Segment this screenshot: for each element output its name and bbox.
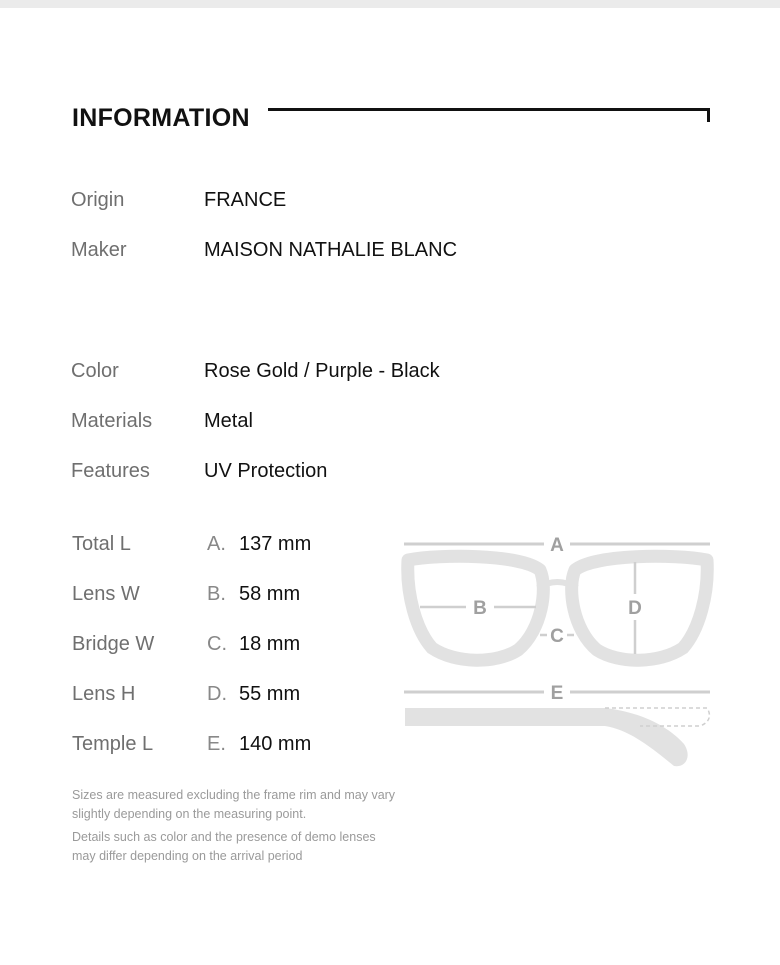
- temple-arm: [405, 708, 688, 766]
- info-value: FRANCE: [204, 189, 287, 211]
- color-disclaimer-note: Details such as color and the presence of demo lenses may differ depending on the arrival period: [72, 830, 376, 863]
- measure-letter: D.: [207, 683, 227, 705]
- diagram-label-d: D: [628, 598, 642, 619]
- section-title-rule: [268, 108, 710, 111]
- diagram-label-a: A: [550, 535, 564, 556]
- info-label: Maker: [71, 239, 127, 261]
- measure-letter: E.: [207, 733, 226, 755]
- measure-letter: C.: [207, 633, 227, 655]
- info-value: UV Protection: [204, 460, 328, 482]
- measure-value: 58 mm: [239, 583, 301, 605]
- diagram-label-b: B: [473, 598, 487, 619]
- measure-value: 18 mm: [239, 633, 301, 655]
- info-label: Materials: [71, 410, 153, 432]
- measure-value: 140 mm: [239, 733, 312, 755]
- measure-label: Lens H: [72, 683, 136, 705]
- measure-letter: B.: [207, 583, 226, 605]
- measure-letter: A.: [207, 533, 226, 555]
- info-value: Rose Gold / Purple - Black: [204, 360, 440, 382]
- eyeglasses-size-diagram: [400, 530, 715, 775]
- measure-label: Bridge W: [72, 633, 155, 655]
- info-label: Origin: [71, 189, 125, 211]
- info-label: Features: [71, 460, 150, 482]
- diagram-label-c: C: [550, 626, 564, 647]
- frame-bridge: [538, 582, 577, 588]
- size-disclaimer-note: Sizes are measured excluding the frame rim and may vary slightly depending on the measuring point.: [72, 788, 396, 821]
- info-label: Color: [71, 360, 119, 382]
- info-value: Metal: [204, 410, 253, 432]
- section-title-rule-end: [707, 108, 710, 122]
- diagram-label-e: E: [550, 683, 564, 704]
- measure-label: Total L: [72, 533, 131, 555]
- measure-label: Temple L: [72, 733, 154, 755]
- top-divider-strip: [0, 0, 780, 8]
- info-value: MAISON NATHALIE BLANC: [204, 239, 458, 261]
- measure-value: 137 mm: [239, 533, 312, 555]
- measure-label: Lens W: [72, 583, 140, 605]
- measure-value: 55 mm: [239, 683, 301, 705]
- section-title: INFORMATION: [72, 104, 250, 132]
